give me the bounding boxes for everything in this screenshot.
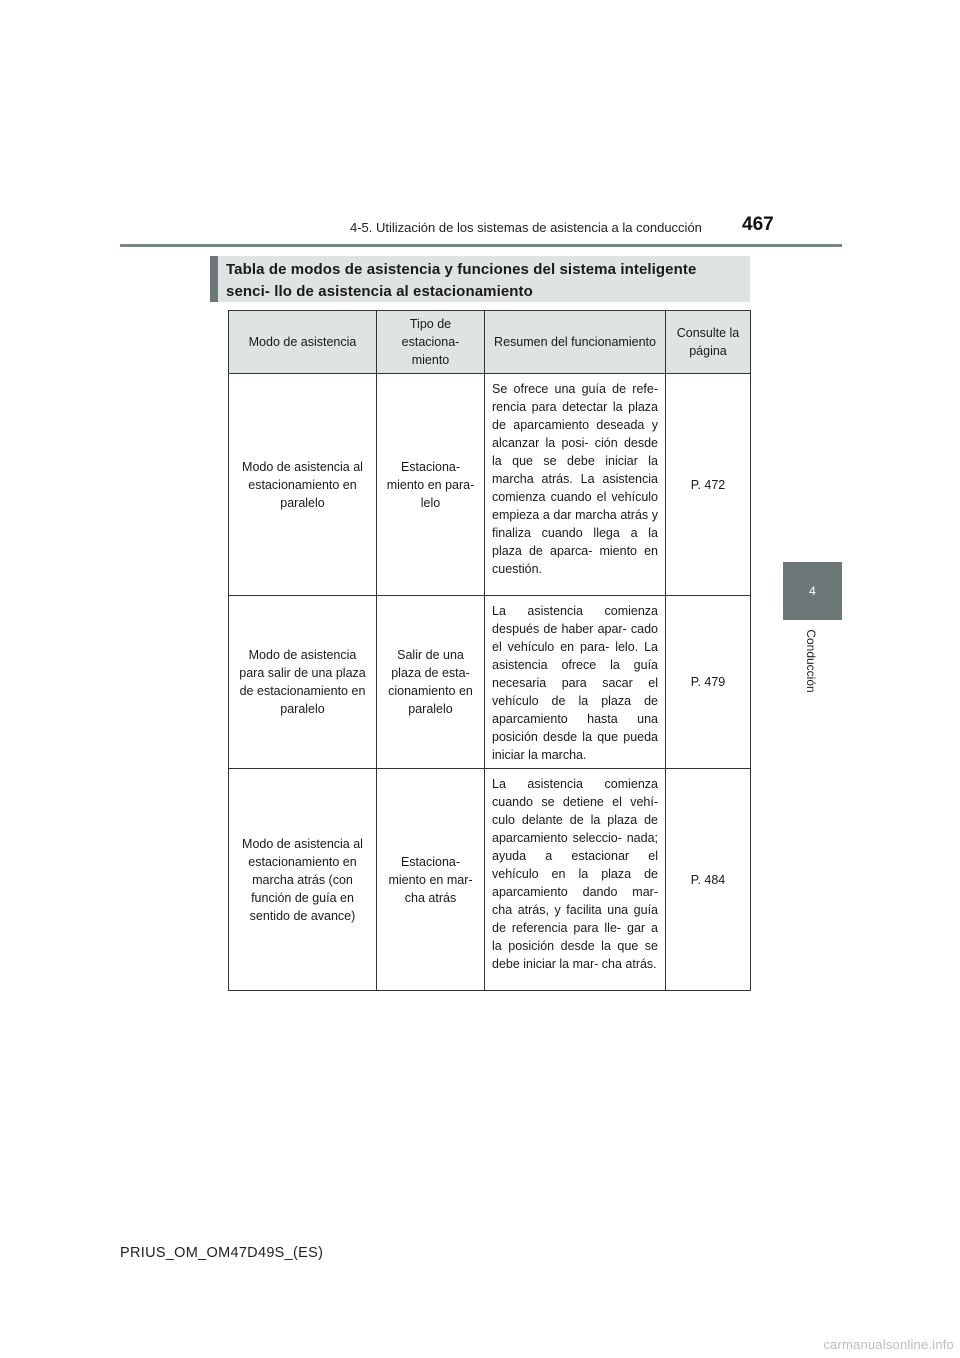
mode-cell: Modo de asistencia para salir de una plaza de estacionamiento en paralelo (229, 596, 377, 769)
summary-cell: La asistencia comienza cuando se detiene el vehí- culo delante de la plaza de aparcamiento seleccio- nada; ayuda a estacionar el vehículo en la plaza de aparcamiento dando mar- cha atrás, y facilita una guía de referencia para lle- gar a la posición desde la que se debe iniciar la mar- cha atrás. (485, 769, 666, 991)
summary-cell: La asistencia comienza después de haber apar- cado el vehículo en para- lelo. La asistencia ofrece la guía necesaria para sacar el vehículo de la plaza de aparcamiento hasta una posición desde la que pueda iniciar la marcha. (485, 596, 666, 769)
chapter-tab-number: 4 (809, 584, 816, 598)
watermark: carmanualsonline.info (823, 1337, 954, 1352)
summary-cell: Se ofrece una guía de refe- rencia para detectar la plaza de aparcamiento deseada y alcanzar la posi- ción desde la que se debe iniciar la marcha atrás. La asistencia comienza cuando el vehículo empieza a dar marcha atrás y finaliza cuando llega a la plaza de aparca- miento en cuestión. (485, 374, 666, 596)
header-divider (120, 244, 842, 247)
page-cell: P. 472 (666, 374, 751, 596)
mode-cell: Modo de asistencia al estacionamiento en marcha atrás (con función de guía en sentido de avance) (229, 769, 377, 991)
assist-modes-table (228, 310, 751, 991)
section-heading: Tabla de modos de asistencia y funciones del sistema inteligente senci- llo de asistencia al estacionamiento (210, 256, 750, 302)
column-header-summary: Resumen del funcionamiento (485, 311, 666, 374)
table-row (229, 596, 751, 769)
page-cell: P. 479 (666, 596, 751, 769)
mode-cell: Modo de asistencia al estacionamiento en paralelo (229, 374, 377, 596)
chapter-tab-label: Conducción (804, 629, 818, 693)
type-cell: Estaciona- miento en para- lelo (377, 374, 485, 596)
table-row (229, 374, 751, 596)
column-header-type: Tipo de estaciona- miento (377, 311, 485, 374)
column-header-mode: Modo de asistencia (229, 311, 377, 374)
column-header-page: Consulte la página (666, 311, 751, 374)
page-cell: P. 484 (666, 769, 751, 991)
type-cell: Estaciona- miento en mar- cha atrás (377, 769, 485, 991)
table-row (229, 769, 751, 991)
type-cell: Salir de una plaza de esta- cionamiento en paralelo (377, 596, 485, 769)
chapter-tab (783, 562, 842, 620)
document-code: PRIUS_OM_OM47D49S_(ES) (120, 1245, 324, 1261)
running-header: 4-5. Utilización de los sistemas de asistencia a la conducción (350, 220, 702, 235)
page-number: 467 (742, 214, 774, 235)
table-header-row (229, 311, 751, 374)
